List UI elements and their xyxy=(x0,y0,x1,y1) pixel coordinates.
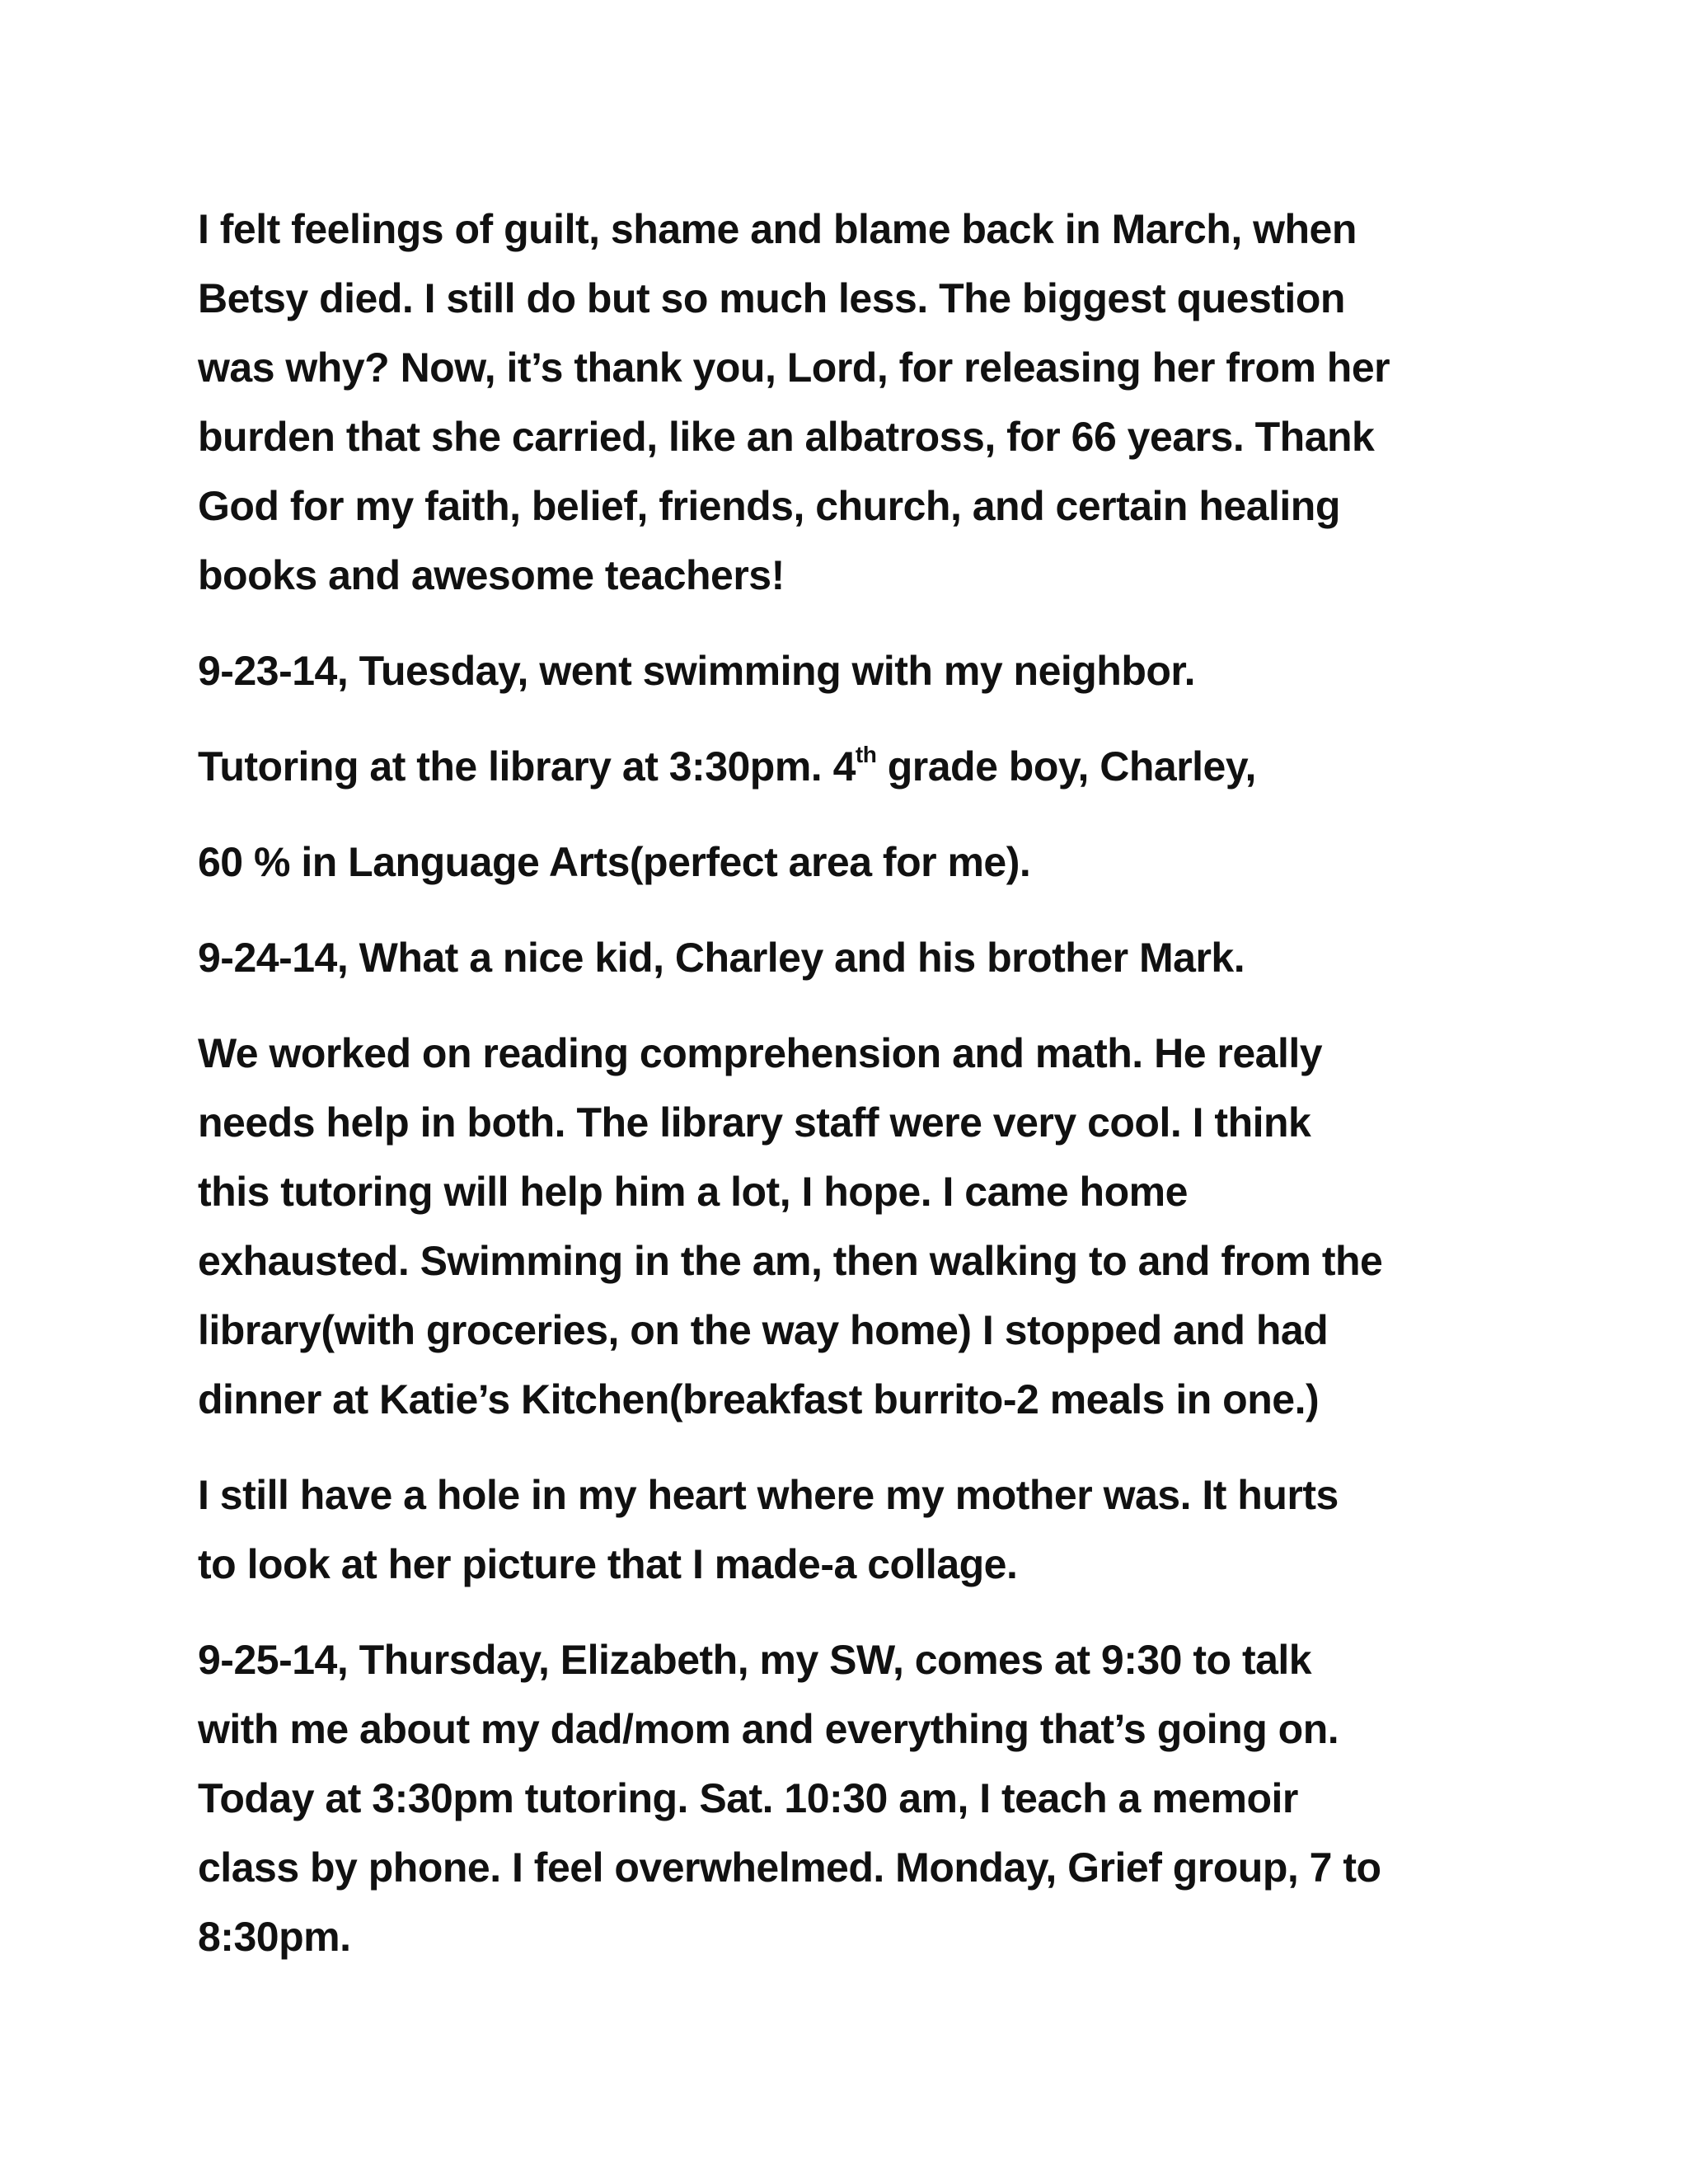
text-line: 9-24-14, What a nice kid, Charley and his brother Mark. xyxy=(198,935,1245,981)
paragraph-heart xyxy=(198,1460,1550,1599)
paragraph-swimming xyxy=(198,636,1550,705)
tutoring-suffix: grade boy, Charley, xyxy=(876,743,1256,790)
text-line: dinner at Katie’s Kitchen(breakfast burrito-2 meals in one.) xyxy=(198,1376,1320,1422)
paragraph-guilt xyxy=(198,194,1550,610)
paragraph-tutoring xyxy=(198,732,1550,801)
paragraph-worked-on xyxy=(198,1019,1550,1434)
text-line: 9-23-14, Tuesday, went swimming with my neighbor. xyxy=(198,648,1196,694)
text-line: burden that she carried, like an albatross, for 66 years. Thank xyxy=(198,414,1375,460)
text-line: 8:30pm. xyxy=(198,1914,351,1960)
text-line: library(with groceries, on the way home) I stopped and had xyxy=(198,1307,1329,1353)
text-line: was why? Now, it’s thank you, Lord, for releasing her from her xyxy=(198,344,1390,391)
paragraph-thursday xyxy=(198,1625,1550,1971)
text-line: with me about my dad/mom and everything that’s going on. xyxy=(198,1706,1339,1752)
text-line: to look at her picture that I made-a collage. xyxy=(198,1541,1018,1587)
text-line: God for my faith, belief, friends, church, and certain healing xyxy=(198,483,1340,529)
text-line: this tutoring will help him a lot, I hope. I came home xyxy=(198,1169,1188,1215)
text-line: Betsy died. I still do but so much less. The biggest question xyxy=(198,275,1345,321)
paragraph-nice-kid xyxy=(198,923,1550,992)
text-line: Today at 3:30pm tutoring. Sat. 10:30 am, I teach a memoir xyxy=(198,1775,1298,1821)
ordinal-suffix: th xyxy=(855,742,877,768)
text-line: 60 % in Language Arts(perfect area for me). xyxy=(198,839,1031,885)
text-line: class by phone. I feel overwhelmed. Monday, Grief group, 7 to xyxy=(198,1844,1381,1891)
text-line xyxy=(198,732,1550,801)
journal-text xyxy=(198,194,1550,1998)
text-line: books and awesome teachers! xyxy=(198,552,785,598)
paragraph-language-arts xyxy=(198,827,1550,897)
text-line: needs help in both. The library staff were very cool. I think xyxy=(198,1099,1311,1146)
text-line: I still have a hole in my heart where my mother was. It hurts xyxy=(198,1472,1339,1518)
text-line: exhausted. Swimming in the am, then walking to and from the xyxy=(198,1238,1383,1284)
text-line: We worked on reading comprehension and math. He really xyxy=(198,1030,1323,1076)
text-line: 9-25-14, Thursday, Elizabeth, my SW, comes at 9:30 to talk xyxy=(198,1637,1312,1683)
text-line: I felt feelings of guilt, shame and blame back in March, when xyxy=(198,206,1357,252)
tutoring-prefix: Tutoring at the library at 3:30pm. 4 xyxy=(198,743,856,790)
